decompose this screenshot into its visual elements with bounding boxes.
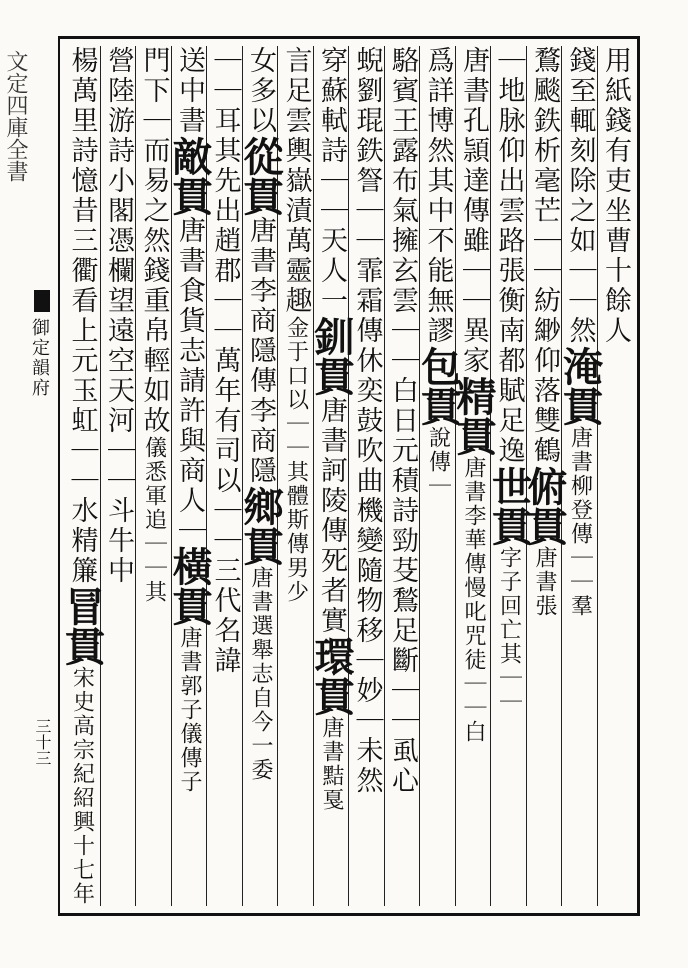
annotation-text: 唐書張	[532, 546, 557, 618]
body-text: 穿蘇軾詩｜｜天人一	[316, 46, 347, 316]
body-text: 蜺劉琨鉄詧｜｜霏霜傳休奕鼓吹曲機變隨物移｜妙｜未然	[351, 46, 383, 796]
body-text: 楊萬里詩憶昔三衢看上元玉虹｜｜水精簾	[66, 46, 98, 586]
entry-headword: 鄉貫	[237, 486, 284, 566]
page-number: 三十三	[33, 718, 52, 766]
text-column	[100, 46, 137, 906]
annotation-text: 唐書黠戛	[319, 716, 344, 812]
body-text: 唐書孔頴達傳雖｜｜異家	[458, 46, 489, 376]
body-text: 送中書	[174, 46, 205, 136]
annotation-text: 唐書李華傳慢叱咒徒｜｜白	[461, 456, 486, 744]
entry-headword: 環貫	[308, 636, 355, 716]
entry-headword: 淹貫	[556, 346, 604, 426]
entry-headword: 橫貫	[166, 546, 213, 626]
text-column	[135, 46, 172, 906]
entry-headword: 敵貫	[166, 136, 213, 216]
annotation-text: 字子回亡其｜｜	[496, 546, 522, 714]
annotation-text: 唐書選舉志自今一委	[248, 566, 273, 782]
body-text: 鶩颷鉄析毫芒｜｜紡緲仰落雙鶴	[529, 46, 560, 466]
body-text: 女多以	[245, 46, 276, 136]
annotation-text: 唐書郭子儀傳子	[177, 626, 202, 794]
body-text: 用紙錢有吏坐曹十餘人	[600, 46, 631, 346]
text-column	[58, 46, 106, 906]
margin-header-text: 文定四庫全書	[3, 50, 28, 182]
text-column	[414, 46, 462, 906]
entry-headword: 俯貫	[521, 466, 568, 546]
body-text: 唐書李商隱傳李商隱	[245, 216, 276, 486]
body-text: 唐書訶陵傳死者實	[316, 396, 347, 636]
entry-headword: 世貫	[485, 466, 533, 546]
text-column	[450, 46, 497, 906]
entry-headword: 包貫	[414, 346, 462, 426]
body-text: ｜地脉仰出雲路張衡南都賦足逸	[493, 46, 525, 466]
annotation-text: 金于口以｜｜其體	[283, 316, 309, 508]
annotation-text: 儀悉軍追｜｜其	[141, 436, 167, 604]
text-column	[237, 46, 284, 906]
entry-headword: 冒貫	[58, 586, 106, 666]
text-column	[308, 46, 355, 906]
body-text: 駱賓王露布氣擁玄雲｜｜白日元積詩勁芟鶖足斷｜｜虱心	[387, 46, 418, 796]
annotation-text: 說傳｜	[425, 426, 451, 498]
text-column	[166, 46, 213, 906]
text-column	[384, 46, 421, 906]
entry-headword: 從貫	[237, 136, 284, 216]
body-text: 門下｜而易之然錢重帛輕如故	[138, 46, 170, 436]
body-text: 唐書食貨志請許與商人｜	[174, 216, 205, 546]
annotation-text: 斯傳男少	[283, 508, 309, 604]
book-title: 御定韻府	[29, 318, 50, 398]
body-text: ｜｜耳其先出趙郡｜｜萬年有司以｜｜三代名諱	[209, 46, 241, 676]
body-text: 爲詳博然其中不能無謬	[422, 46, 454, 346]
body-text: 言足雲輿嶽漬萬靈趣	[280, 46, 312, 316]
text-column	[597, 46, 634, 906]
text-column	[485, 46, 533, 906]
annotation-text: 宋史高宗紀紹興十七年	[69, 666, 95, 906]
body-text: 營陸游詩小閣憑欄望遠空天河｜｜斗牛中	[103, 46, 134, 586]
annotation-text: 唐書柳登傳｜｜羣	[567, 426, 593, 618]
body-text: 錢至輒刻除之如｜｜然	[564, 46, 596, 346]
fishtail-mark	[34, 290, 50, 312]
entry-headword: 精貫	[450, 376, 497, 456]
text-column	[348, 46, 385, 906]
entry-headword: 釧貫	[308, 316, 355, 396]
